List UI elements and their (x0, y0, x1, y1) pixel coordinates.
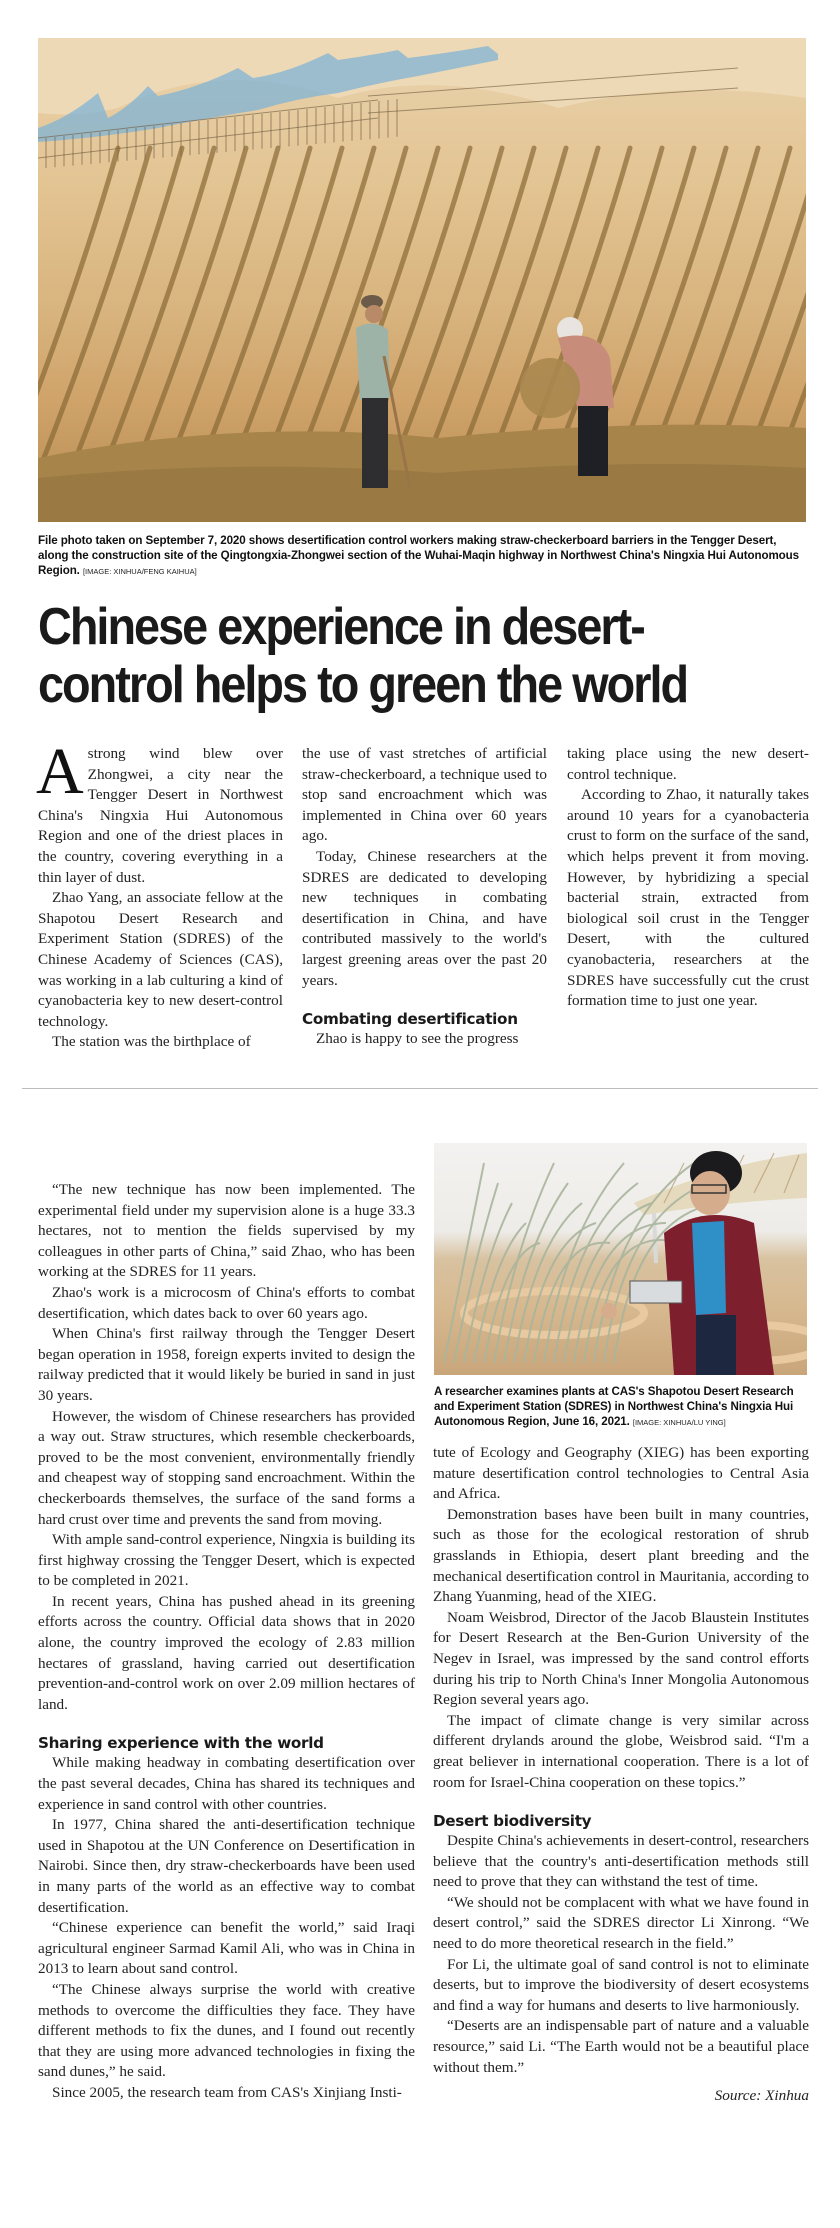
paragraph: According to Zhao, it naturally takes around 10 years for a cyanobacteria crust to form on the surface of the sand, which helps prevent it from moving. However, by hybridizing a special bacterial strain, extracted from biological soil crust in the Tengger Desert, with the cultured cyanobacteria, researchers at the SDRES have successfully cut the crust formation time to just one year. (567, 786, 809, 1010)
photo2-caption-text: A researcher examines plants at CAS's Shapotou Desert Research and Experiment Station (SDRES) in Northwest China's Ningxia Hui Autonomous Region, June 16, 2021. (434, 1385, 794, 1428)
hero-photo-credit: [IMAGE: XINHUA/FENG KAIHUA] (82, 567, 197, 576)
desert-checkerboard-image (38, 38, 806, 522)
paragraph: “We should not be complacent with what we have found in desert control,” said the SDRES director Li Xinrong. “We need to do more theoretical research in the field.” (433, 1893, 809, 1953)
paragraph: taking place using the new desert-control technique. (567, 745, 809, 783)
paragraph: With ample sand-control experience, Ningxia is building its first highway crossing the Tengger Desert, which is expected to be completed in 2021. (38, 1531, 415, 1590)
paragraph: tute of Ecology and Geography (XIEG) has been exporting mature desertification control technologies to Central Asia and Africa. (433, 1444, 809, 1503)
source-attribution: Source: Xinhua (714, 2087, 809, 2105)
article-column-5 (433, 1443, 809, 2107)
paragraph: “Deserts are an indispensable part of nature and a valuable resource,” said Li. “The Earth would not be a beautiful place without them.” (433, 2017, 809, 2076)
paragraph: The station was the birthplace of (52, 1033, 251, 1051)
paragraph: Today, Chinese researchers at the SDRES are dedicated to developing new techniques in combating desertification in China, and have contributed massively to the world's largest greening areas over the past 20 years. (302, 847, 547, 989)
paragraph: The impact of climate change is very similar across different drylands around the globe, Weisbrod said. “I'm a great believer in international cooperation. There is a lot of room for Israel-China cooperation on these topics.” (433, 1711, 809, 1791)
paragraph: When China's first railway through the Tengger Desert began operation in 1958, foreign experts invited to design the railway predicted that it would likely be buried in sand in just 30 years. (38, 1325, 415, 1404)
paragraph: the use of vast stretches of artificial straw-checkerboard, a technique used to stop sand encroachment which was implemented in China over 60 years ago. (302, 745, 547, 845)
subhead-combating-desertification: Combating desertification (302, 1010, 518, 1029)
paragraph: Zhao is happy to see the progress (316, 1030, 519, 1048)
paragraph: Zhao Yang, an associate fellow at the Shapotou Desert Research and Experiment Station (SDRES) of the Chinese Academy of Sciences (CAS), was working in a lab culturing a kind of cyanobacteria key to new desert-control technology. (38, 889, 283, 1030)
hero-photo-caption (38, 533, 808, 579)
article-column-1 (36, 735, 283, 1053)
paragraph: Demonstration bases have been built in many countries, such as those for the ecological restoration of shrub grasslands in Ethiopia, desert plant breeding and the mechanical desertification control in Mauritania, according to Zhang Yuanming, head of the XIEG. (433, 1505, 809, 1606)
researcher-photo (434, 1143, 807, 1375)
paragraph: Zhao's work is a microcosm of China's efforts to combat desertification, which dates back to over 60 years ago. (38, 1283, 415, 1322)
hero-photo (38, 38, 806, 522)
article-column-2 (302, 744, 547, 1050)
paragraph: Noam Weisbrod, Director of the Jacob Blaustein Institutes for Desert Research at the Ben-Gurion University of the Negev in Israel, was impressed by the sand control efforts during his trip to North China's Inner Mongolia Autonomous Region several years ago. (433, 1608, 809, 1709)
article-headline: Chinese experience in desert-control helps to green the world (38, 598, 688, 714)
subhead-sharing-experience: Sharing experience with the world (38, 1734, 324, 1753)
lead-paragraph (36, 735, 283, 888)
paragraph: For Li, the ultimate goal of sand control is not to eliminate deserts, but to improve the biodiversity of desert ecosystems and find a way for humans and deserts to live harmoniously. (433, 1955, 809, 2014)
paragraph: While making headway in combating desertification over the past several decades, China has shared its techniques and experience in sand control with other countries. (38, 1754, 415, 1813)
paragraph: “The Chinese always surprise the world with creative methods to overcome the difficulties they face. They have different methods to fix the dunes, and I found out recently that they are using more advanced technologies in fixing the sand dunes,” he said. (38, 1980, 415, 2081)
researcher-photo-caption (434, 1384, 814, 1430)
drop-cap: A (36, 735, 84, 808)
paragraph: Since 2005, the research team from CAS's Xinjiang Insti- (52, 2083, 402, 2101)
paragraph: Despite China's achievements in desert-control, researchers believe that the country's anti-desertification methods still need to prove that they can withstand the test of time. (433, 1832, 809, 1891)
lead-text: strong wind blew over Zhongwei, a city near the Tengger Desert in Northwest China's Ningxia Hui Autonomous Region and one of the driest places in the country, covering everything in a thin layer of dust. (38, 745, 283, 886)
researcher-image (434, 1143, 807, 1375)
subhead-desert-biodiversity: Desert biodiversity (433, 1812, 592, 1831)
paragraph: However, the wisdom of Chinese researchers has provided a way out. Straw structures, which resemble checkerboards, proved to be the most convenient, environmentally friendly and cheapest way of stopping sand encroachment. Within the checkerboards themselves, the surface of the sand forms a hard crust over time and prevents the sand from moving. (38, 1407, 415, 1528)
researcher-photo-credit: [IMAGE: XINHUA/LU YING] (632, 1418, 726, 1427)
paragraph: “The new technique has now been implemented. The experimental field under my supervision alone is a huge 33.3 hectares, not to mention the fields supervised by my colleagues in other parts of China,” said Zhao, who has been working at the SDRES for 11 years. (38, 1181, 415, 1281)
paragraph: “Chinese experience can benefit the world,” said Iraqi agricultural engineer Sarmad Kamil Ali, who was in China in 2013 to learn about sand control. (38, 1919, 415, 1978)
paragraph: In 1977, China shared the anti-desertification technique used in Shapotou at the UN Conference on Desertification in Nairobi. Since then, dry straw-checkerboards have been used in many parts of the world as an effective way to combat desertification. (38, 1816, 415, 1916)
section-divider (22, 1088, 818, 1089)
article-column-3 (567, 744, 809, 1012)
hero-caption-text: File photo taken on September 7, 2020 shows desertification control workers making straw-checkerboard barriers in the Tengger Desert, along the construction site of the Qingtongxia-Zhongwei section of the Wuhai-Maqin highway in Northwest China's Ningxia Hui Autonomous Region. (38, 534, 799, 577)
article-column-4 (38, 1180, 415, 2104)
paragraph: In recent years, China has pushed ahead in its greening efforts across the country. Official data shows that in 2020 alone, the country improved the ecology of 2.83 million hectares of grassland, having carried out desertification prevention-and-control work on over 2.09 million hectares of land. (38, 1592, 415, 1713)
